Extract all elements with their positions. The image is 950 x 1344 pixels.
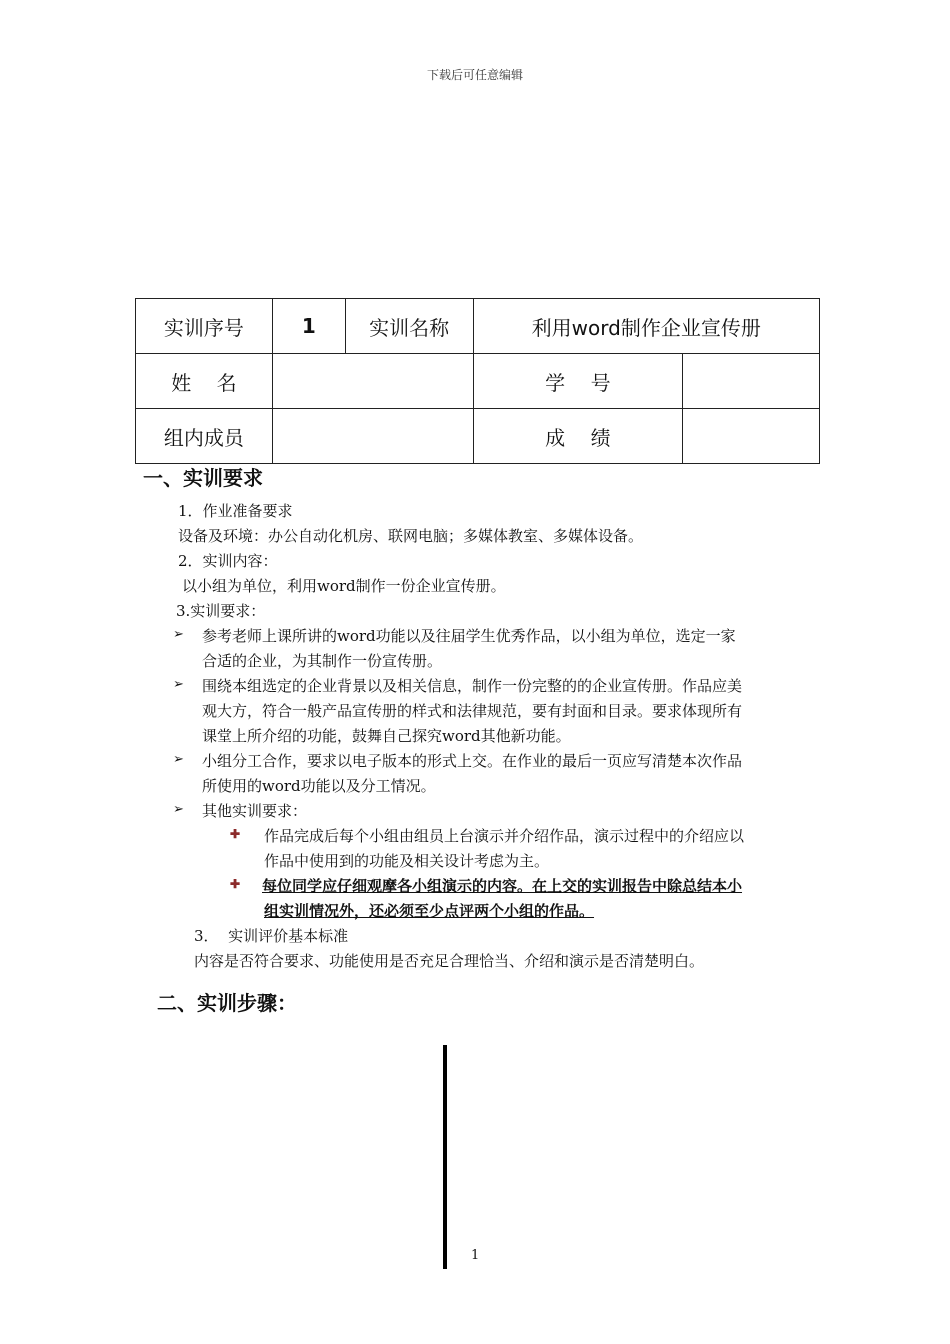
arrow-bullet-icon: ➢ <box>173 677 184 692</box>
item2-text: 以小组为单位，利用word制作一份企业宣传册。 <box>182 577 506 595</box>
value-training-name: 利用word制作企业宣传册 <box>473 299 819 354</box>
section1-title: 一、实训要求 <box>143 466 263 490</box>
bullet1-line2: 合适的企业，为其制作一份宣传册。 <box>202 652 443 670</box>
arrow-bullet-icon: ➢ <box>173 752 184 767</box>
bullet2-line3: 课堂上所介绍的功能，鼓舞自己探究word其他新功能。 <box>202 727 571 745</box>
table-row <box>136 409 820 464</box>
bullet4-line1: 其他实训要求： <box>202 802 308 820</box>
table-row <box>136 354 820 409</box>
bullet2-line2: 观大方，符合一般产品宣传册的样式和法律规范，要有封面和目录。要求体现所有 <box>202 702 743 720</box>
cross-bullet-icon: ✚ <box>230 827 241 841</box>
item4-text: 内容是否符合要求、功能使用是否充足合理恰当、介绍和演示是否清楚明白。 <box>194 952 705 970</box>
label-training-no: 实训序号 <box>136 299 273 354</box>
item2-title: 2．实训内容： <box>178 552 278 570</box>
label-name: 姓 名 <box>136 354 273 409</box>
label-training-name: 实训名称 <box>345 299 473 354</box>
header-note: 下载后可任意编辑 <box>426 68 523 82</box>
section2-title: 二、实训步骤： <box>157 991 297 1015</box>
vertical-rule <box>443 1045 447 1269</box>
arrow-bullet-icon: ➢ <box>173 802 184 817</box>
bullet2-line1: 围绕本组选定的企业背景以及相关信息，制作一份完整的的企业宣传册。作品应美 <box>202 677 743 695</box>
label-members: 组内成员 <box>136 409 273 464</box>
subbullet2-line1: 每位同学应仔细观摩各小组演示的内容。在上交的实训报告中除总结本小 <box>262 877 743 895</box>
subbullet2-line2: 组实训情况外，还必须至少点评两个小组的作品。 <box>264 902 595 920</box>
subbullet1-line1: 作品完成后每个小组由组员上台演示并介绍作品，演示过程中的介绍应以 <box>264 827 745 845</box>
arrow-bullet-icon: ➢ <box>173 627 184 642</box>
info-table <box>135 298 820 464</box>
value-training-no: 1 <box>272 299 345 354</box>
item1-title: 1．作业准备要求 <box>178 502 293 520</box>
item1-text: 设备及环境：办公自动化机房、联网电脑；多媒体教室、多媒体设备。 <box>178 527 644 545</box>
item4-title: 3． 实训评价基本标准 <box>194 927 349 945</box>
cross-bullet-icon: ✚ <box>230 877 241 891</box>
item3-title: 3.实训要求： <box>176 602 266 620</box>
page-number: 1 <box>471 1248 480 1263</box>
label-student-id: 学 号 <box>473 354 683 409</box>
value-student-id[interactable] <box>683 354 820 409</box>
bullet1-line1: 参考老师上课所讲的word功能以及往届学生优秀作品，以小组为单位，选定一家 <box>202 627 736 645</box>
bullet3-line1: 小组分工合作，要求以电子版本的形式上交。在作业的最后一页应写清楚本次作品 <box>202 752 743 770</box>
value-members[interactable] <box>272 409 473 464</box>
label-grade: 成 绩 <box>473 409 683 464</box>
value-grade[interactable] <box>683 409 820 464</box>
value-name[interactable] <box>272 354 473 409</box>
bullet3-line2: 所使用的word功能以及分工情况。 <box>202 777 436 795</box>
subbullet1-line2: 作品中使用到的功能及相关设计考虑为主。 <box>264 852 550 870</box>
table-row <box>136 299 820 354</box>
